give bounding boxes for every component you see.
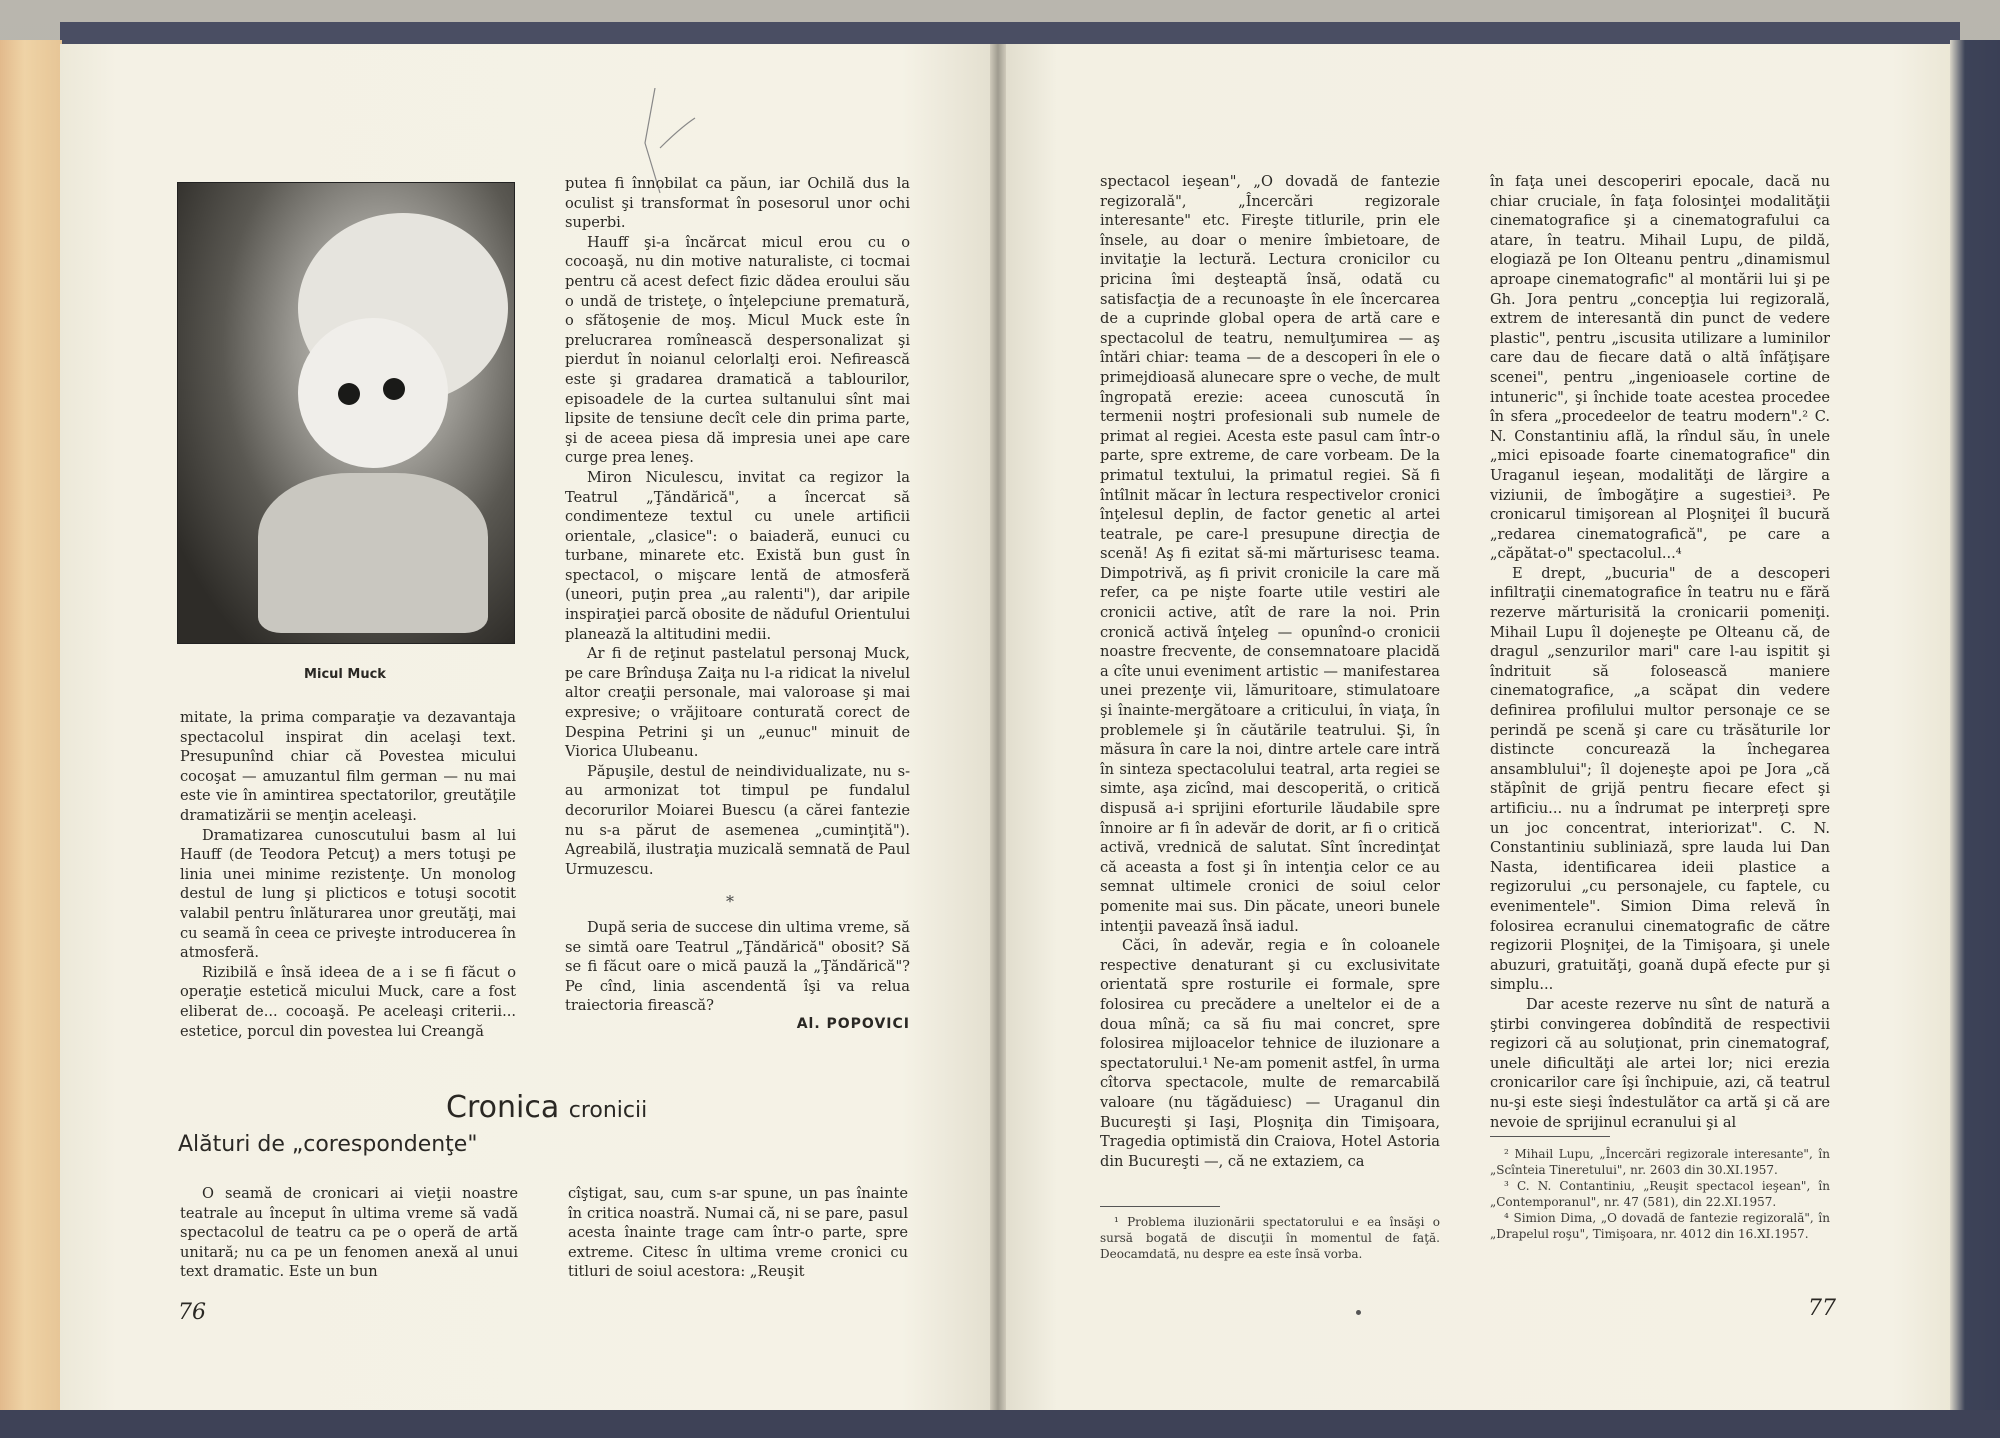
top-binding-band (60, 22, 1960, 46)
book-gutter (990, 44, 1006, 1410)
footnote-1: ¹ Problema iluzionării spectatorului e ea însăşi o sursă bogată de discuţii în momentul de faţă. Deocamdată, nu despre ea este însă vorba. (1100, 1215, 1440, 1261)
article-title: Alături de „corespondenţe" (178, 1132, 478, 1157)
footnote-3: ³ C. N. Contantiniu, „Reuşit spectacol ieşean", în „Contemporanul", nr. 47 (581), din 22.XI.1957. (1490, 1179, 1830, 1209)
page-number-left: 76 (178, 1300, 206, 1325)
paragraph: în faţa unei descoperiri epocale, dacă nu chiar cruciale, în faţa folosinţei modalităţii cinematografice şi a cinematografului ca atare, în teatru. Mihail Lupu, de pildă, elogiază pe Ion Olteanu pentru „dinamismul aproape cinematografic" al montării lui şi pe Gh. Jora pentru „concepţia lui regizorală, extrem de interesantă din punct de vedere plastic", pentru „iscusita utilizare a luminilor care dau de fiecare dată o altă înfăţişare scenei", pentru „ingenioasele cortine de intuneric", şi închide toate acestea procedee în sfera „procedeelor de teatru modern".² C. N. Constantiniu află, la rîndul său, în unele „mici episoade foarte cinematografice" din Uraganul ieşean, modalităţi de lărgire a viziunii, de îmbogăţire a sugestiei³. Pe cronicarul timişorean al Ploşniţei îl bucură „redarea cinematografică", pe care a „căpătat-o" spectacolul...⁴ (1490, 173, 1830, 563)
footnote-rule (1490, 1136, 1610, 1137)
footnote-2: ² Mihail Lupu, „Încercări regizorale interesante", în „Scînteia Tineretului", nr. 2603 din 30.XI.1957. (1490, 1147, 1830, 1177)
article-column-1: O seamă de cronicari ai vieţii noastre teatrale au început în ultima vreme să vadă spectacolul de teatru ca pe o operă de artă unitară; nu ca pe un fenomen anexă al unui text dramatic. Este un bun (180, 1185, 518, 1281)
right-page-column-2 (1490, 172, 1830, 1132)
heading-main: Cronica (446, 1090, 560, 1125)
paragraph: spectacol ieşean", „O dovadă de fantezie regizorală", „Încercări regizorale interesante" etc. Fireşte titlurile, prin ele însele, au doar o menire îmbietoare, de invitaţie la lectură. Lectura cronicilor cu pricina îmi deşteaptă însă, odată cu satisfacţia de a recunoaşte în ele încercarea de a cuprinde global opera de artă care e spectacolul de teatru, nemulţumirea — aş întări chiar: teama — de a descoperi în ele o primejdioasă alunecare spre o veche, de mult îngropată erezie: aceea cunoscută în termenii noştri profesionali sub numele de primat al regiei. Acesta este pasul cam într-o parte, spre extreme, de care vorbeam. De la primatul textului, la primatul regiei. Să fi întîlnit măcar în lectura respectivelor cronici înţelesul deplin, de factor genetic al artei teatrale, pe care-l presupune direcţia de scenă! Aş fi ezitat să-mi mărturisesc teama. Dimpotrivă, aş fi privit cronicile la care mă refer, ca pe nişte foarte utile vestiri ale cronicii active, atît de rare la noi. Prin cronică activă înţeleg — opunînd-o cronicii noastre frecvente, de consemnatoare placidă a cîte unui eveniment artistic — manifestarea unei prezenţe vii, lămuritoare, stimulatoare şi înainte-mergătoare a criticului, în viaţa, în problemele şi în căutările teatrului. Şi, în măsura în care la noi, dintre artele care intră în sinteza spectacolului teatral, arta regiei se simte, aşa zicînd, mai descoperită, o critică dispusă a-i sprijini eforturile lăudabile spre înnoire ar fi în adevăr de dorit, ar fi o critică activă, vrednică de salutat. Sînt încredinţat că aceasta a fost şi în intenţia celor ce au semnat ultimele cronici de soiul celor pomenite mai sus. Din păcate, uneori bunele intenţii pavează însă iadul. (1100, 173, 1440, 935)
book-edge-right (1950, 40, 2000, 1425)
photo-caption: Micul Muck (304, 667, 386, 682)
book-bottom-band (0, 1410, 2000, 1438)
paragraph: Dramatizarea cunoscutului basm al lui Hauff (de Teodora Petcuţ) a mers totuşi pe linia unei minime rezistenţe. Un monolog destul de lung şi plicticos e totuşi socotit valabil pentru înlăturarea unor greutăţi, mai cu seamă în ceea ce priveşte introducerea în atmosferă. (180, 826, 516, 962)
right-page-column-1 (1100, 172, 1440, 1171)
paragraph: Dar aceste rezerve nu sînt de natură a ştirbi convingerea dobîndită de respectivii regizori că au soluţionat, prin cinematograf, unele dificultăţi ale artei lor; nici erezia cronicarilor care îşi închipuie, azi, că teatrul nu-şi este sieşi îndestulător ca artă şi că are nevoie de sprijinul ecranului şi al (1490, 995, 1830, 1131)
footnote-4: ⁴ Simion Dima, „O dovadă de fantezie regizorală", în „Drapelul roşu", Timişoara, nr. 4012 din 16.XI.1957. (1490, 1211, 1830, 1241)
paragraph: Căci, în adevăr, regia e în coloanele respective denaturant şi cu exclusivitate orientată spre rosturile ei formale, spre folosirea cu precădere a uneltelor ei de a doua mînă; ca să fiu mai concret, spre folosirea mijloacelor tehnice de iluzionare a spectatorului.¹ Ne-am pomenit astfel, în urma cîtorva spectacole, multe de remarcabilă valoare (nu tăgăduiesc) — Uraganul din Bucureşti şi Iaşi, Ploşniţa din Timişoara, Tragedia optimistă din Craiova, Hotel Astoria din Bucureşti —, că ne extaziem, ca (1100, 937, 1440, 1170)
paragraph: Rizibilă e însă ideea de a i se fi făcut o operaţie estetică micului Muck, care a fost eliberat de... cocoaşă. Pe aceleaşi criterii... estetice, porcul din povestea lui Creangă (180, 963, 516, 1040)
footnotes-2-4 (1490, 1146, 1830, 1242)
paragraph: putea fi înnobilat ca păun, iar Ochilă dus la oculist şi transformat în posesorul unor ochi superbi. (565, 175, 910, 232)
page-mark (1356, 1310, 1361, 1315)
article-author: Al. POPOVICI (796, 1016, 910, 1032)
paragraph: Miron Niculescu, invitat ca regizor la Teatrul „Ţăndărică", a încercat să condimenteze textul cu unele artificii orientale, „clasice": o baiaderă, eunuci cu turbane, minarete etc. Există bun gust în spectacol, o mişcare lentă de atmosferă (uneori, puţin prea „au ralenti"), dar aripile inspiraţiei parcă obosite de năduful Orientului planează la altitudini medii. (565, 468, 910, 643)
section-separator: * (726, 892, 734, 911)
paragraph: Ar fi de reţinut pastelatul personaj Muck, pe care Brînduşa Zaiţa nu l-a ridicat la nivelul altor creaţii personale, mai valoroase şi mai expresive; o vrăjitoare conturată corect de Despina Petrini şi un „eunuc" minuit de Viorica Ulubeanu. (565, 645, 910, 761)
left-page-column-1 (180, 708, 516, 1041)
footnote-rule (1100, 1206, 1220, 1207)
book-edge-left (0, 40, 62, 1425)
heading-secondary: cronicii (568, 1098, 648, 1123)
section-heading (446, 1090, 647, 1125)
puppet-photo (177, 182, 515, 644)
article-column-2: cîştigat, sau, cum s-ar spune, un pas înainte în critica noastră. Numai că, ni se pare, pasul acesta înainte trage cam într-o parte, spre extreme. Citesc în ultima vreme cronici cu titluri de soiul acestora: „Reuşit (568, 1185, 908, 1281)
page-number-right: 77 (1808, 1296, 1836, 1321)
left-page-column-2 (565, 174, 910, 879)
paragraph: E drept, „bucuria" de a descoperi infiltraţii cinematografice în teatru nu e fără rezerve mărturisită la cronicarii pomeniţi. Mihail Lupu îl dojeneşte pe Olteanu că, de dragul „senzurilor mari" care l-au ispitit şi îndrituit să folosească maniere cinematografice, „a scăpat din vedere definirea profilului multor personaje ce se perindă pe scenă şi care cu trăsăturile lor distincte concurează la închegarea ansamblului"; îl dojeneşte apoi pe Jora „că stăpînit de grijă pentru fiecare efect şi artificiu... nu a îndrumat pe interpreţi spre un joc concentrat, interiorizat". C. N. Constantiniu subliniază, spre lauda lui Dan Nasta, identificarea ideii plastice a regizorului „cu personajele, cu faptele, cu evenimentele". Simion Dima relevă în folosirea ecranului cinematografic de către regizorii Ploşniţei, de la Timişoara, şi unele abuzuri, gratuităţi, goană după efecte pur şi simplu... (1490, 564, 1830, 994)
paragraph: mitate, la prima comparaţie va dezavantaja spectacolul inspirat din acelaşi text. Presupunînd chiar că Povestea micului cocoşat — amuzantul film german — nu mai este vie în amintirea spectatorilor, greutăţile dramatizării se menţin aceleaşi. (180, 709, 516, 824)
paragraph: Hauff şi-a încărcat micul erou cu o cocoaşă, nu din motive naturaliste, ci tocmai pentru că acest defect fizic dădea eroului său o undă de tristeţe, o înţelepciune prematură, o sfătoşenie de moş. Micul Muck este în prelucrarea romînească despersonalizat şi pierdut în noianul celorlalţi eroi. Nefirească este şi gradarea dramatică a tablourilor, episoadele de la curtea sultanului sînt mai lipsite de tensiune decît cele din prima parte, şi de aceea piesa dă impresia unei ape care curge prea leneş. (565, 233, 910, 467)
closing-paragraph: După seria de succese din ultima vreme, să se simtă oare Teatrul „Ţăndărică" obosit? Să se fi făcut oare o mică pauză la „Ţăndărică"? Pe cînd, linia ascendentă îşi va relua traiectoria firească? (565, 919, 910, 1015)
paragraph: Păpuşile, destul de neindividualizate, nu s-au armonizat tot timpul pe fundalul decorurilor Moiarei Buescu (a cărei fantezie nu s-a părut de asemenea „cuminţită"). Agreabilă, ilustraţia muzicală semnată de Paul Urmuzescu. (565, 762, 910, 878)
